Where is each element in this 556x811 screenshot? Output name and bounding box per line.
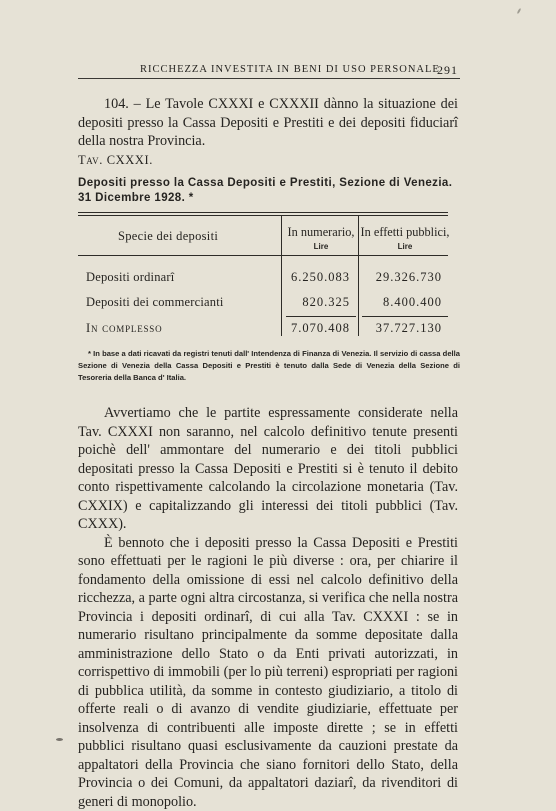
- table-top-rule: [78, 212, 448, 213]
- total-label: In complesso: [86, 321, 162, 336]
- footnote-text: * In base a dati ricavati da registri tenuti dall' Intendenza di Finanza di Venezia. Il servizio di cassa della Sezione di Venezia della Cassa Depositi e Prestiti è tenuto dalla Sede di Venezia della Sezione di Tesoreria della Banca d' Italia.: [78, 349, 460, 382]
- row-label: Depositi ordinarî: [86, 270, 174, 285]
- row-numerario: 6.250.083: [284, 270, 350, 285]
- page-number: 291: [437, 63, 458, 78]
- paragraph: Avvertiamo che le partite espressamente considerate nella Tav. CXXXI non saranno, nel calcolo definitivo tenute presenti poichè dell' ammontare del numerario e dei titoli pubblici depositati presso la Cassa Depositi e Prestiti si è tenuto il debito conto rispettivamente calcolando la circolazione monetaria (Tav. CXXIX) e capitalizzando gli interessi dei titoli pubblici (Tav. CXXX).: [78, 404, 458, 534]
- header-specie: Specie dei depositi: [118, 229, 218, 244]
- column-divider: [281, 216, 282, 336]
- row-effetti: 29.326.730: [360, 270, 442, 285]
- table-label: Tav. CXXXI.: [78, 153, 153, 168]
- deposits-table: [78, 211, 458, 341]
- row-effetti: 8.400.400: [360, 295, 442, 310]
- paragraph: È bennoto che i depositi presso la Cassa Depositi e Prestiti sono effettuati per le ragioni le più diverse : ora, per chiarire il fondamento della omissione di essi nel calcolo definitivo della ricchezza, a parte ogni altra circostanza, si verifica che nella nostra Provincia i depositi ordinarî, di cui alla Tav. CXXXI : se in numerario risultano principalmente da somme depositate dalla amministrazione dello Stato o da Enti privati autorizzati, in corrispettivo di immobili (per lo più terreni) espropriati per ragioni di pubblica utilità, da somme in contesto giudiziario, a titolo di offerte reali o di avanzo di vendite giudiziarie, effettuate per insolvenza di contribuenti alle imposte dirette ; se in effetti pubblici risultano quasi esclusivamente da cauzioni prestate da appaltatori della Provincia che siano fornitori dello Stato, della Provincia o dei Comuni, da appaltatori daziarî, da rivenditori di generi di monopolio.: [78, 534, 458, 811]
- unit-numerario: Lire: [284, 242, 358, 251]
- ink-spot: [517, 8, 522, 14]
- table-top-rule-double: [78, 215, 448, 216]
- total-effetti: 37.727.130: [360, 321, 442, 336]
- running-header: [78, 62, 460, 79]
- section-104-intro: 104. – Le Tavole CXXXI e CXXXII dànno la situazione dei depositi presso la Cassa Depositi e Prestiti e dei depositi fiduciarî della nostra Provincia.: [78, 95, 458, 151]
- total-rule: [362, 316, 448, 317]
- total-numerario: 7.070.408: [284, 321, 350, 336]
- header-effetti: In effetti pubblici,: [360, 225, 450, 240]
- column-divider: [358, 216, 359, 336]
- row-label: Depositi dei commercianti: [86, 295, 224, 310]
- table-header-rule: [78, 255, 448, 256]
- table-caption: Depositi presso la Cassa Depositi e Prestiti, Sezione di Venezia. 31 Dicembre 1928. *: [78, 176, 458, 206]
- body-text: [78, 404, 458, 811]
- header-numerario: In numerario,: [284, 225, 358, 240]
- total-rule: [286, 316, 356, 317]
- unit-effetti: Lire: [360, 242, 450, 251]
- ink-spot: [56, 738, 63, 741]
- table-footnote: [78, 348, 460, 384]
- row-numerario: 820.325: [284, 295, 350, 310]
- running-title: RICCHEZZA INVESTITA IN BENI DI USO PERSONALE: [140, 64, 440, 75]
